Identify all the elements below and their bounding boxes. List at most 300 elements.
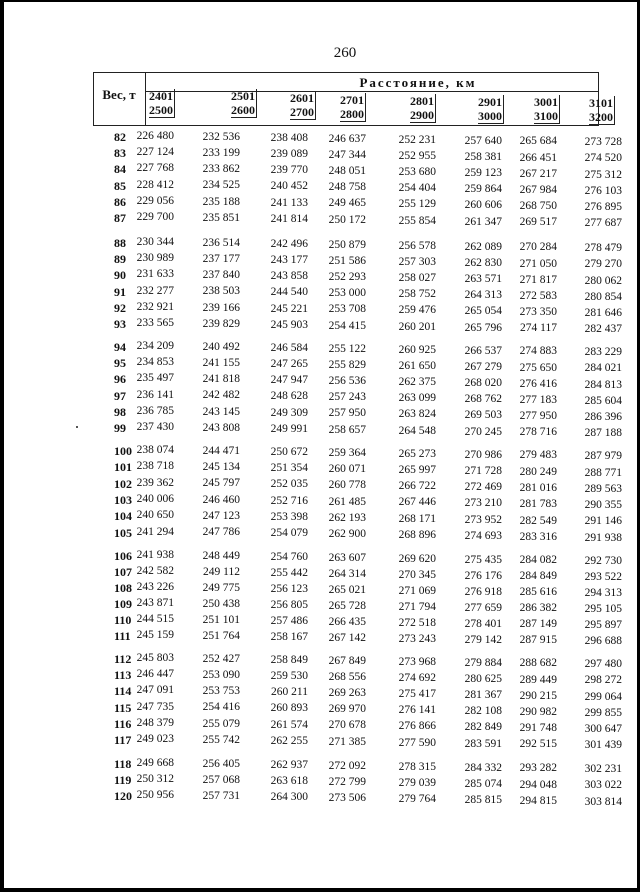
tariff-cell: 254 415 <box>328 319 366 332</box>
tariff-cell: 295 897 <box>584 619 622 632</box>
tariff-cell: 255 079 <box>202 717 240 730</box>
tariff-cell: 259 530 <box>270 669 308 682</box>
tariff-cell: 243 145 <box>202 405 240 418</box>
tariff-cell: 277 687 <box>584 217 622 230</box>
tariff-cell: 279 483 <box>519 449 557 462</box>
tariff-cell: 279 039 <box>398 776 436 789</box>
tariff-cell: 273 728 <box>584 136 622 149</box>
tariff-cell: 262 830 <box>464 256 502 269</box>
tariff-cell: 276 895 <box>584 201 622 214</box>
tariff-cell: 239 770 <box>270 164 308 177</box>
tariff-cell: 245 159 <box>136 629 174 641</box>
scan-speck <box>76 426 78 428</box>
weight-cell: 95 <box>114 356 126 371</box>
tariff-cell: 294 815 <box>519 794 557 807</box>
weight-cell: 82 <box>114 130 126 144</box>
tariff-cell: 249 309 <box>270 406 308 419</box>
weight-cell: 118 <box>114 757 132 771</box>
weight-cell: 103 <box>114 492 132 507</box>
range-from: 3101 <box>589 96 613 110</box>
tariff-cell: 279 270 <box>584 258 622 271</box>
tariff-cell: 241 938 <box>136 549 174 561</box>
weight-cell: 84 <box>114 162 126 177</box>
table-row <box>0 549 640 568</box>
tariff-cell: 244 540 <box>270 286 308 299</box>
tariff-cell: 242 482 <box>202 389 240 402</box>
tariff-cell: 271 050 <box>519 257 557 270</box>
tariff-cell: 250 312 <box>136 773 174 786</box>
tariff-cell: 236 785 <box>136 404 174 417</box>
tariff-cell: 253 000 <box>328 287 366 300</box>
weight-cell: 110 <box>114 613 132 627</box>
tariff-cell: 273 952 <box>464 513 502 526</box>
weight-cell: 117 <box>114 733 132 747</box>
tariff-cell: 273 210 <box>464 497 502 510</box>
distance-range-2901-3000 <box>478 95 504 124</box>
range-from: 2401 <box>149 89 173 103</box>
tariff-cell: 262 900 <box>328 528 366 541</box>
table-row <box>0 684 640 703</box>
table-row <box>0 652 640 671</box>
weight-cell: 89 <box>114 252 126 267</box>
tariff-cell: 284 813 <box>584 378 622 391</box>
tariff-cell: 258 027 <box>398 271 436 284</box>
weight-cell: 85 <box>114 178 126 193</box>
tariff-cell: 243 871 <box>136 597 174 609</box>
tariff-cell: 241 294 <box>136 525 174 538</box>
tariff-cell: 289 563 <box>584 482 622 495</box>
tariff-cell: 303 022 <box>584 779 622 792</box>
tariff-cell: 263 571 <box>464 272 502 285</box>
tariff-cell: 283 229 <box>584 346 622 359</box>
tariff-cell: 271 385 <box>328 735 366 748</box>
tariff-cell: 252 427 <box>202 652 240 665</box>
tariff-cell: 255 829 <box>328 358 366 371</box>
tariff-cell: 252 293 <box>328 271 366 284</box>
tariff-cell: 265 997 <box>398 463 436 476</box>
tariff-cell: 256 805 <box>270 598 308 611</box>
tariff-cell: 249 465 <box>328 197 366 210</box>
tariff-cell: 228 412 <box>136 178 174 191</box>
table-row <box>0 421 640 440</box>
tariff-cell: 251 101 <box>202 613 240 626</box>
distance-range-2701-2800 <box>340 93 366 122</box>
tariff-cell: 271 069 <box>398 584 436 597</box>
tariff-cell: 250 438 <box>202 597 240 610</box>
tariff-cell: 271 728 <box>464 464 502 477</box>
scan-border-top <box>0 0 640 2</box>
tariff-cell: 283 591 <box>464 737 502 750</box>
tariff-cell: 244 515 <box>136 613 174 625</box>
tariff-cell: 246 584 <box>270 341 308 354</box>
tariff-cell: 278 716 <box>519 426 557 439</box>
tariff-cell: 262 089 <box>464 240 502 253</box>
tariff-cell: 257 068 <box>202 774 240 787</box>
tariff-cell: 299 064 <box>584 690 622 703</box>
tariff-cell: 260 925 <box>398 343 436 356</box>
weight-cell: 87 <box>114 211 126 225</box>
tariff-cell: 279 764 <box>398 792 436 805</box>
tariff-cell: 234 853 <box>136 356 174 369</box>
tariff-cell: 275 650 <box>519 361 557 374</box>
header-weight-divider <box>145 73 146 125</box>
tariff-cell: 242 496 <box>270 237 308 250</box>
weight-cell: 109 <box>114 597 132 611</box>
tariff-cell: 266 451 <box>519 151 557 164</box>
table-row <box>0 300 640 320</box>
table-row <box>0 477 640 493</box>
table-row <box>0 146 640 165</box>
tariff-cell: 243 808 <box>202 421 240 434</box>
tariff-cell: 268 020 <box>464 376 502 389</box>
tariff-cell: 246 447 <box>136 668 174 681</box>
tariff-cell: 247 091 <box>136 684 174 697</box>
weight-cell: 88 <box>114 236 126 250</box>
tariff-cell: 253 708 <box>328 303 366 316</box>
tariff-cell: 272 469 <box>464 481 502 494</box>
tariff-cell: 263 607 <box>328 551 366 564</box>
tariff-cell: 256 536 <box>328 375 366 388</box>
tariff-cell: 279 884 <box>464 656 502 669</box>
tariff-cell: 263 618 <box>270 774 308 787</box>
tariff-cell: 261 574 <box>270 718 308 731</box>
tariff-cell: 262 193 <box>328 511 366 524</box>
tariff-cell: 257 950 <box>328 407 366 420</box>
tariff-cell: 276 141 <box>398 704 436 717</box>
tariff-cell: 265 054 <box>464 305 502 318</box>
tariff-cell: 253 398 <box>270 510 308 523</box>
tariff-cell: 259 864 <box>464 183 502 196</box>
weight-cell: 93 <box>114 317 126 331</box>
tariff-cell: 255 129 <box>398 198 436 211</box>
table-row <box>0 389 640 405</box>
tariff-cell: 277 659 <box>464 601 502 614</box>
tariff-cell: 257 640 <box>464 134 502 147</box>
table-row <box>0 356 640 375</box>
tariff-cell: 267 279 <box>464 360 502 373</box>
tariff-cell: 256 578 <box>398 239 436 252</box>
weight-cell: 111 <box>114 629 131 643</box>
tariff-cell: 274 693 <box>464 530 502 542</box>
tariff-cell: 265 021 <box>328 583 366 596</box>
tariff-cell: 251 354 <box>270 462 308 475</box>
tariff-cell: 280 249 <box>519 465 557 478</box>
table-row <box>0 285 640 301</box>
tariff-cell: 238 718 <box>136 460 174 473</box>
table-row <box>0 340 640 359</box>
tariff-cell: 286 396 <box>584 411 622 424</box>
weight-cell: 90 <box>114 268 126 283</box>
tariff-cell: 250 672 <box>270 445 308 458</box>
tariff-cell: 240 006 <box>136 492 174 505</box>
table-row <box>0 492 640 512</box>
weight-cell: 86 <box>114 194 126 209</box>
tariff-cell: 251 586 <box>328 254 366 267</box>
range-from: 2701 <box>340 93 364 107</box>
tariff-cell: 241 133 <box>270 196 308 209</box>
tariff-cell: 252 231 <box>398 133 436 146</box>
tariff-cell: 300 647 <box>584 723 622 736</box>
table-row <box>0 211 640 230</box>
tariff-cell: 248 449 <box>202 549 240 562</box>
tariff-cell: 282 108 <box>464 705 502 718</box>
table-row <box>0 716 640 736</box>
table-row <box>0 179 640 195</box>
tariff-cell: 239 829 <box>202 317 240 330</box>
tariff-cell: 290 215 <box>519 689 557 702</box>
tariff-cell: 257 243 <box>328 391 366 404</box>
tariff-cell: 266 722 <box>398 480 436 493</box>
tariff-cell: 276 103 <box>584 184 622 197</box>
table-row <box>0 268 640 287</box>
tariff-cell: 235 188 <box>202 195 240 208</box>
weight-cell: 104 <box>114 509 132 524</box>
tariff-cell: 269 620 <box>398 552 436 565</box>
tariff-cell: 233 862 <box>202 163 240 176</box>
tariff-cell: 253 090 <box>202 669 240 682</box>
weight-cell: 107 <box>114 565 132 579</box>
distance-range-2401-2500 <box>149 89 175 118</box>
tariff-cell: 281 016 <box>519 481 557 494</box>
tariff-cell: 265 728 <box>328 599 366 612</box>
tariff-cell: 265 273 <box>398 447 436 460</box>
tariff-cell: 243 858 <box>270 270 308 283</box>
tariff-cell: 281 367 <box>464 688 502 701</box>
tariff-cell: 262 937 <box>270 758 308 771</box>
tariff-cell: 227 124 <box>136 146 174 159</box>
tariff-cell: 276 918 <box>464 585 502 598</box>
tariff-cell: 232 921 <box>136 300 174 313</box>
tariff-cell: 285 604 <box>584 394 622 407</box>
tariff-cell: 263 099 <box>398 392 436 405</box>
tariff-cell: 272 799 <box>328 775 366 788</box>
table-row <box>0 733 640 752</box>
tariff-cell: 266 435 <box>328 615 366 628</box>
tariff-cell: 246 460 <box>202 493 240 506</box>
tariff-cell: 270 245 <box>464 425 502 438</box>
tariff-cell: 238 503 <box>202 285 240 298</box>
table-row <box>0 317 640 336</box>
tariff-cell: 242 582 <box>136 565 174 577</box>
tariff-cell: 270 986 <box>464 448 502 461</box>
weight-cell: 98 <box>114 404 126 419</box>
tariff-cell: 302 231 <box>584 763 622 776</box>
tariff-cell: 233 565 <box>136 317 174 329</box>
tariff-cell: 288 771 <box>584 466 622 479</box>
tariff-cell: 272 583 <box>519 289 557 302</box>
distance-header-rule <box>145 91 599 92</box>
tariff-cell: 243 177 <box>270 253 308 266</box>
tariff-cell: 269 517 <box>519 216 557 229</box>
weight-cell: 97 <box>114 388 126 403</box>
weight-cell: 106 <box>114 549 132 563</box>
tariff-cell: 273 968 <box>398 655 436 668</box>
tariff-cell: 295 105 <box>584 603 622 616</box>
tariff-cell: 269 263 <box>328 687 366 700</box>
table-row <box>0 757 640 776</box>
weight-cell: 102 <box>114 476 132 491</box>
tariff-cell: 252 955 <box>398 149 436 162</box>
weight-cell: 119 <box>114 773 132 788</box>
tariff-cell: 245 134 <box>202 461 240 474</box>
table-row <box>0 629 640 648</box>
tariff-cell: 264 314 <box>328 567 366 580</box>
range-to: 2500 <box>149 103 173 117</box>
tariff-cell: 240 650 <box>136 509 174 522</box>
tariff-cell: 244 471 <box>202 444 240 457</box>
tariff-cell: 268 750 <box>519 200 557 213</box>
tariff-cell: 249 112 <box>203 565 240 578</box>
range-from: 2801 <box>410 94 434 108</box>
tariff-cell: 270 284 <box>519 241 557 254</box>
tariff-cell: 266 537 <box>464 344 502 357</box>
tariff-cell: 291 146 <box>584 515 622 528</box>
tariff-cell: 267 446 <box>398 496 436 509</box>
tariff-cell: 277 183 <box>519 393 557 406</box>
weight-cell: 105 <box>114 525 132 540</box>
tariff-cell: 284 082 <box>519 554 557 567</box>
tariff-cell: 291 748 <box>519 722 557 735</box>
tariff-cell: 243 226 <box>136 581 174 593</box>
tariff-cell: 245 221 <box>270 302 308 315</box>
table-row <box>0 444 640 463</box>
tariff-cell: 258 752 <box>398 288 436 301</box>
tariff-cell: 241 814 <box>270 212 308 225</box>
tariff-cell: 246 637 <box>328 132 366 145</box>
tariff-cell: 267 217 <box>519 167 557 180</box>
tariff-cell: 287 149 <box>519 618 557 631</box>
tariff-cell: 236 141 <box>136 388 174 401</box>
distance-column-header: Расстояние, км <box>359 75 477 90</box>
tariff-cell: 261 347 <box>464 215 502 228</box>
tariff-cell: 235 497 <box>136 372 174 385</box>
tariff-cell: 258 849 <box>270 653 308 666</box>
range-to: 3000 <box>478 109 502 123</box>
tariff-cell: 265 684 <box>519 135 557 148</box>
tariff-cell: 261 485 <box>328 495 366 508</box>
tariff-cell: 287 188 <box>584 427 622 440</box>
tariff-cell: 269 503 <box>464 409 502 422</box>
tariff-cell: 284 849 <box>519 570 557 583</box>
tariff-cell: 239 362 <box>136 476 174 489</box>
tariff-cell: 245 797 <box>202 477 240 490</box>
tariff-cell: 281 646 <box>584 307 622 320</box>
tariff-cell: 248 758 <box>328 181 366 194</box>
tariff-cell: 259 476 <box>398 304 436 317</box>
tariff-cell: 249 991 <box>270 422 308 435</box>
tariff-cell: 294 048 <box>519 778 557 791</box>
tariff-cell: 237 840 <box>202 269 240 282</box>
tariff-cell: 227 768 <box>136 162 174 175</box>
tariff-cell: 272 518 <box>398 616 436 629</box>
table-row <box>0 509 640 528</box>
tariff-cell: 284 021 <box>584 362 622 375</box>
tariff-cell: 248 051 <box>328 165 366 178</box>
tariff-cell: 260 211 <box>271 686 308 699</box>
table-row <box>0 789 640 808</box>
tariff-cell: 247 947 <box>270 374 308 387</box>
tariff-cell: 260 071 <box>328 462 366 475</box>
tariff-cell: 280 854 <box>584 290 622 303</box>
tariff-cell: 274 883 <box>519 345 557 358</box>
tariff-cell: 249 668 <box>136 757 174 769</box>
tariff-cell: 275 435 <box>464 553 502 566</box>
tariff-cell: 230 989 <box>136 252 174 265</box>
tariff-cell: 282 549 <box>519 514 557 527</box>
tariff-cell: 232 536 <box>202 130 240 143</box>
tariff-cell: 226 480 <box>136 130 174 142</box>
table-row <box>0 460 640 479</box>
table-row <box>0 194 640 214</box>
tariff-cell: 268 762 <box>464 393 502 406</box>
tariff-cell: 236 514 <box>202 236 240 249</box>
tariff-cell: 303 814 <box>584 795 622 808</box>
tariff-cell: 270 678 <box>328 719 366 732</box>
tariff-cell: 271 794 <box>398 600 436 613</box>
tariff-cell: 278 315 <box>398 760 436 773</box>
tariff-cell: 258 167 <box>270 630 308 643</box>
weight-cell: 115 <box>114 700 132 715</box>
tariff-cell: 262 255 <box>270 734 308 747</box>
tariff-cell: 290 355 <box>584 499 622 512</box>
tariff-cell: 241 155 <box>202 357 240 370</box>
tariff-cell: 260 893 <box>270 702 308 715</box>
tariff-cell: 247 735 <box>136 700 174 713</box>
range-to: 2700 <box>290 105 314 119</box>
tariff-cell: 259 123 <box>464 166 502 179</box>
tariff-cell: 252 035 <box>270 478 308 491</box>
tariff-cell: 234 209 <box>136 340 174 352</box>
tariff-cell: 263 824 <box>398 408 436 421</box>
range-to: 3200 <box>589 110 613 124</box>
tariff-cell: 296 688 <box>584 635 622 648</box>
tariff-cell: 239 166 <box>202 301 240 314</box>
tariff-cell: 233 199 <box>202 147 240 160</box>
tariff-cell: 285 616 <box>519 586 557 599</box>
tariff-cell: 239 089 <box>270 147 308 160</box>
tariff-cell: 249 023 <box>136 733 174 745</box>
tariff-cell: 277 590 <box>398 736 436 749</box>
tariff-cell: 271 817 <box>519 273 557 286</box>
tariff-cell: 268 171 <box>398 512 436 525</box>
tariff-cell: 277 950 <box>519 410 557 423</box>
tariff-cell: 291 938 <box>584 531 622 544</box>
weight-cell: 92 <box>114 300 126 315</box>
tariff-cell: 298 272 <box>584 674 622 687</box>
weight-cell: 91 <box>114 284 126 299</box>
table-row <box>0 252 640 271</box>
table-row <box>0 565 640 584</box>
tariff-cell: 247 344 <box>328 148 366 161</box>
tariff-cell: 292 730 <box>584 555 622 568</box>
weight-cell: 114 <box>114 684 132 699</box>
tariff-cell: 250 172 <box>328 213 366 226</box>
tariff-cell: 265 796 <box>464 321 502 334</box>
table-row <box>0 613 640 632</box>
tariff-cell: 299 855 <box>584 706 622 719</box>
tariff-cell: 250 879 <box>328 238 366 251</box>
tariff-cell: 264 313 <box>464 289 502 302</box>
tariff-cell: 273 243 <box>398 632 436 645</box>
weight-cell: 101 <box>114 460 132 475</box>
tariff-cell: 280 062 <box>584 274 622 287</box>
tariff-cell: 274 520 <box>584 152 622 165</box>
tariff-cell: 269 970 <box>328 703 366 716</box>
tariff-cell: 294 313 <box>584 587 622 600</box>
tariff-cell: 278 401 <box>464 617 502 630</box>
tariff-cell: 273 350 <box>519 306 557 319</box>
tariff-cell: 253 680 <box>398 165 436 178</box>
